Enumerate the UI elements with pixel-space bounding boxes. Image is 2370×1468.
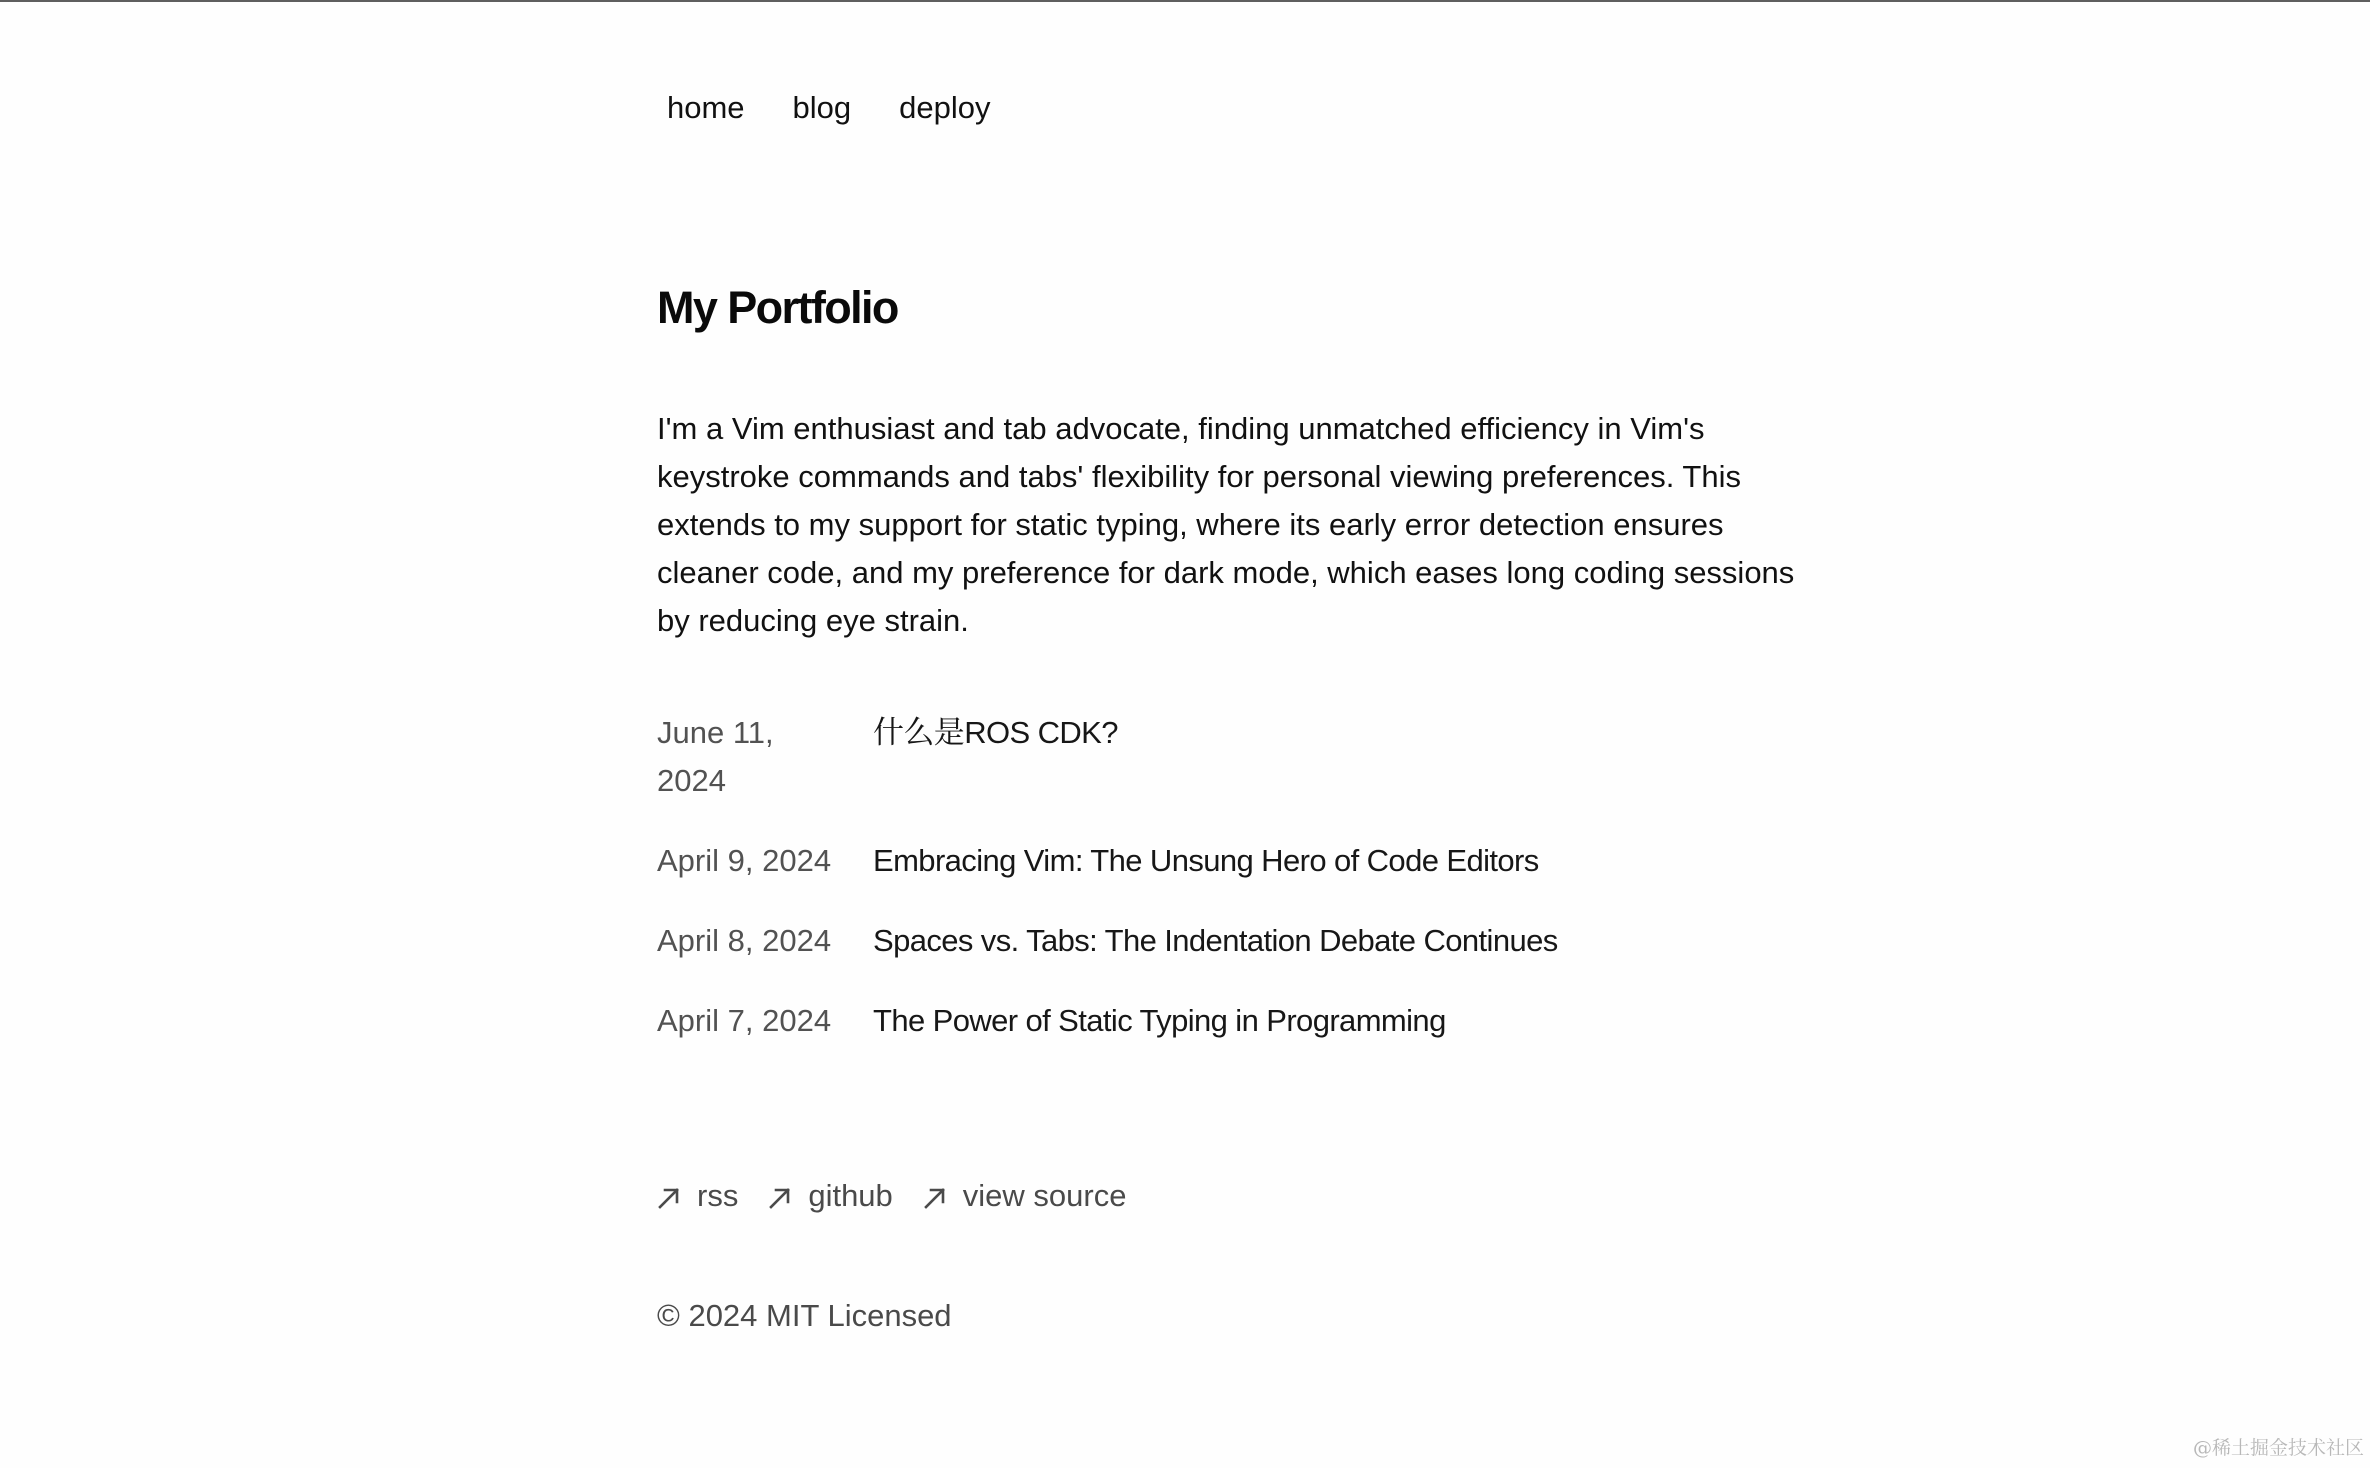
post-date: April 8, 2024 — [657, 923, 832, 958]
nav-item-home[interactable]: home — [667, 90, 745, 125]
post-item[interactable] — [657, 917, 1817, 965]
post-list — [657, 709, 1817, 1077]
rss-link[interactable] — [657, 1178, 738, 1214]
post-title-link[interactable]: Spaces vs. Tabs: The Indentation Debate Continues — [873, 923, 1558, 958]
post-title-link[interactable]: Embracing Vim: The Unsung Hero of Code Editors — [873, 843, 1539, 878]
page-title: My Portfolio — [657, 282, 898, 333]
view-source-link[interactable] — [923, 1178, 1127, 1214]
nav-item-blog[interactable]: blog — [792, 90, 852, 125]
post-item[interactable] — [657, 837, 1817, 885]
post-item[interactable] — [657, 997, 1817, 1045]
top-nav — [657, 86, 1029, 130]
post-date: April 7, 2024 — [657, 1003, 832, 1038]
github-link[interactable] — [768, 1178, 892, 1214]
post-date: April 9, 2024 — [657, 843, 832, 878]
post-date: June 11, 2024 — [657, 715, 774, 798]
rss-label: rss — [697, 1178, 739, 1213]
post-title-link[interactable]: The Power of Static Typing in Programming — [873, 1003, 1446, 1038]
view-source-label: view source — [962, 1178, 1127, 1213]
arrow-up-right-icon — [923, 1186, 947, 1210]
watermark: @稀土掘金技术社区 — [2192, 1437, 2364, 1459]
github-label: github — [808, 1178, 893, 1213]
post-title-link[interactable]: 什么是ROS CDK? — [873, 715, 1118, 750]
arrow-up-right-icon — [657, 1186, 681, 1210]
nav-item-deploy[interactable]: deploy — [899, 90, 991, 125]
arrow-up-right-icon — [768, 1186, 792, 1210]
copyright-text: © 2024 MIT Licensed — [657, 1298, 952, 1333]
footer-links — [657, 1174, 1156, 1218]
intro-paragraph: I'm a Vim enthusiast and tab advocate, finding unmatched efficiency in Vim's keystroke commands and tabs' flexibility for personal viewing preferences. This extends to my support for static typing, where its early error detection ensures cleaner code, and my preference for dark mode, which eases long coding sessions by reducing eye strain. — [657, 411, 1795, 638]
post-item[interactable] — [657, 709, 1817, 805]
